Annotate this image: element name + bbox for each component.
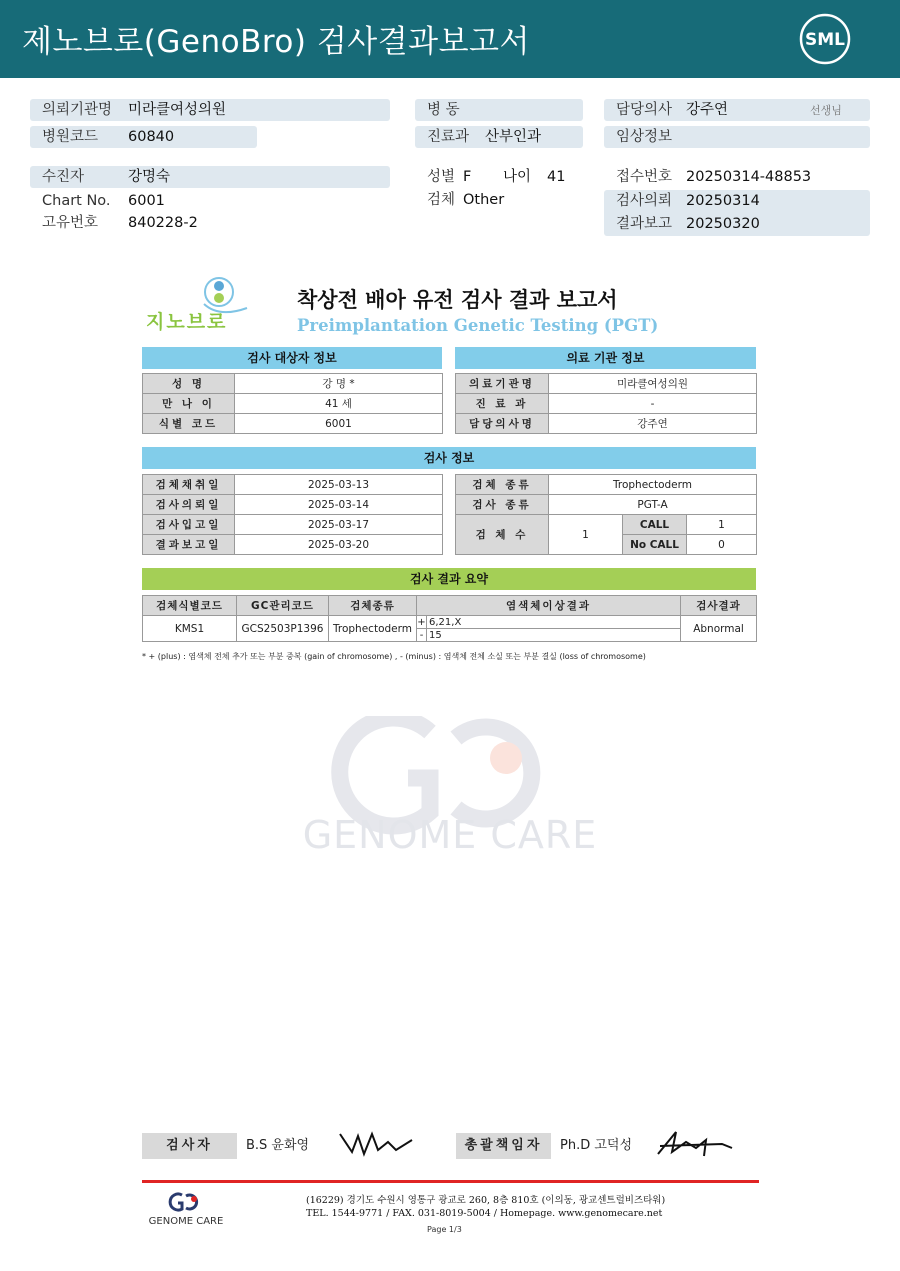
loss-sign-cell: - bbox=[417, 629, 427, 642]
page-number: Page 1/3 bbox=[427, 1225, 462, 1234]
report-date-label: 결과보고 bbox=[616, 216, 673, 232]
page-title: 제노브로(GenoBro) 검사결과보고서 bbox=[22, 24, 530, 60]
request-date-label: 검사의뢰 bbox=[616, 193, 673, 209]
sml-logo-icon bbox=[798, 12, 852, 66]
ward-field bbox=[415, 99, 583, 121]
field-label: Chart No. bbox=[42, 193, 111, 209]
request-date-value: 20250314 bbox=[686, 193, 760, 209]
doctor-suffix: 선생님 bbox=[810, 104, 842, 117]
institution-info-table bbox=[455, 373, 757, 434]
field-label: 접수번호 bbox=[616, 169, 673, 185]
request-report-dates-block bbox=[604, 190, 870, 236]
field-label: 진료과 bbox=[427, 129, 470, 145]
table-row bbox=[143, 535, 443, 555]
subject-key: 식별 코드 bbox=[143, 414, 235, 434]
department-field bbox=[415, 126, 583, 148]
specimen-type-value: Trophectoderm bbox=[549, 475, 757, 495]
date-value: 2025-03-17 bbox=[235, 515, 443, 535]
specimen-type-key: 검체 종류 bbox=[456, 475, 549, 495]
table-row bbox=[143, 374, 443, 394]
genobro-logo-text: 지노브로 bbox=[146, 311, 228, 333]
doctor-field bbox=[604, 99, 870, 121]
institution-value: 강주연 bbox=[549, 414, 757, 434]
result-summary-table bbox=[142, 595, 757, 642]
field-value: 산부인과 bbox=[485, 129, 542, 145]
subject-section-header: 검사 대상자 정보 bbox=[142, 347, 442, 369]
director-signature-icon bbox=[652, 1124, 734, 1162]
table-row bbox=[143, 495, 443, 515]
institution-value: - bbox=[549, 394, 757, 414]
field-label: 담당의사 bbox=[616, 102, 673, 118]
sex-label: 성별 bbox=[427, 169, 456, 185]
specimen-count-key: 검 체 수 bbox=[456, 515, 549, 555]
table-row bbox=[143, 414, 443, 434]
sex-age-field bbox=[415, 166, 583, 188]
field-value: 6001 bbox=[128, 193, 165, 209]
table-row bbox=[456, 394, 757, 414]
gain-sign-cell: + bbox=[417, 616, 426, 628]
table-row bbox=[456, 515, 757, 535]
column-header: GC관리코드 bbox=[237, 596, 329, 616]
institution-key: 진 료 과 bbox=[456, 394, 549, 414]
institution-value: 미라클여성의원 bbox=[549, 374, 757, 394]
field-value: 미라클여성의원 bbox=[128, 102, 227, 118]
footer-address-block bbox=[306, 1194, 665, 1220]
table-row bbox=[143, 475, 443, 495]
field-value: 강명숙 bbox=[128, 169, 171, 185]
table-row bbox=[456, 495, 757, 515]
result-footnote: * + (plus) : 염색체 전체 추가 또는 부분 중복 (gain of chromosome) , - (minus) : 염색체 전체 소실 또는 부분 결실 (loss of chromosome) bbox=[142, 652, 646, 661]
column-header: 검체종류 bbox=[329, 596, 417, 616]
field-value: 60840 bbox=[128, 129, 175, 145]
table-row bbox=[456, 475, 757, 495]
age-value: 41 bbox=[547, 169, 566, 185]
subject-key: 만 나 이 bbox=[143, 394, 235, 414]
subject-key: 성 명 bbox=[143, 374, 235, 394]
table-row bbox=[143, 515, 443, 535]
field-label: 검체 bbox=[427, 192, 456, 208]
sex-value: F bbox=[463, 169, 472, 185]
sml-logo-text: SML bbox=[805, 30, 845, 50]
field-value: 840228-2 bbox=[128, 215, 198, 231]
genobro-logo-icon bbox=[142, 274, 257, 336]
test-type-value: PGT-A bbox=[549, 495, 757, 515]
date-key: 검체채취일 bbox=[143, 475, 235, 495]
subject-value: 6001 bbox=[235, 414, 443, 434]
date-value: 2025-03-20 bbox=[235, 535, 443, 555]
institution-key: 담당의사명 bbox=[456, 414, 549, 434]
institution-key: 의료기관명 bbox=[456, 374, 549, 394]
field-label: 병원코드 bbox=[42, 129, 99, 145]
field-label: 임상정보 bbox=[616, 129, 673, 145]
subject-info-table bbox=[142, 373, 443, 434]
no-call-key: No CALL bbox=[623, 535, 687, 555]
tester-name: B.S 윤화영 bbox=[246, 1138, 310, 1153]
table-header-row bbox=[143, 596, 757, 616]
call-value: 1 bbox=[687, 515, 757, 535]
test-type-key: 검사 종류 bbox=[456, 495, 549, 515]
table-row bbox=[456, 374, 757, 394]
requesting-institution-field bbox=[30, 99, 390, 121]
clinical-info-field bbox=[604, 126, 870, 148]
loss-value-cell: 15 bbox=[427, 629, 681, 642]
specimen-cell: Trophectoderm bbox=[329, 616, 417, 642]
table-row bbox=[456, 414, 757, 434]
subject-value: 강 명 * bbox=[235, 374, 443, 394]
receipt-no-field bbox=[604, 166, 870, 188]
footer-address: (16229) 경기도 수원시 영통구 광교로 260, 8층 810호 (이의동, 광교센트럴비즈타워) bbox=[306, 1195, 666, 1206]
column-header: 검사결과 bbox=[681, 596, 757, 616]
date-key: 결과보고일 bbox=[143, 535, 235, 555]
director-label: 총괄책임자 bbox=[456, 1133, 551, 1159]
table-row bbox=[143, 616, 757, 629]
top-header-bar bbox=[0, 0, 900, 78]
date-key: 검사의뢰일 bbox=[143, 495, 235, 515]
date-key: 검사입고일 bbox=[143, 515, 235, 535]
footer-contact: TEL. 1544-9771 / FAX. 031-8019-5004 / Homepage. www.genomecare.net bbox=[306, 1208, 663, 1219]
field-label: 수진자 bbox=[42, 169, 85, 185]
table-row bbox=[143, 394, 443, 414]
report-date-value: 20250320 bbox=[686, 216, 760, 232]
director-name: Ph.D 고덕성 bbox=[560, 1138, 633, 1153]
field-value: 20250314-48853 bbox=[686, 169, 812, 185]
no-call-value: 0 bbox=[687, 535, 757, 555]
specimen-field bbox=[415, 189, 583, 211]
column-header: 염색체이상결과 bbox=[417, 596, 681, 616]
tester-signature-icon bbox=[336, 1128, 416, 1162]
result-summary-section-header: 검사 결과 요약 bbox=[142, 568, 756, 590]
date-value: 2025-03-13 bbox=[235, 475, 443, 495]
report-title-korean: 착상전 배아 유전 검사 결과 보고서 bbox=[297, 288, 618, 312]
result-cell: Abnormal bbox=[681, 616, 757, 642]
gc-code-cell: GCS2503P1396 bbox=[237, 616, 329, 642]
specimen-count-value: 1 bbox=[549, 515, 623, 555]
report-title-english: Preimplantation Genetic Testing (PGT) bbox=[297, 316, 659, 335]
date-value: 2025-03-14 bbox=[235, 495, 443, 515]
field-value: Other bbox=[463, 192, 505, 208]
unique-no-field bbox=[30, 212, 390, 234]
gain-value-cell: 6,21,X bbox=[427, 616, 681, 629]
footer-logo-text: GENOME CARE bbox=[148, 1216, 224, 1227]
institution-section-header: 의료 기관 정보 bbox=[455, 347, 756, 369]
watermark-text: GENOME CARE bbox=[302, 813, 598, 857]
patient-name-field bbox=[30, 166, 390, 188]
sample-id-cell: KMS1 bbox=[143, 616, 237, 642]
subject-value: 41 세 bbox=[235, 394, 443, 414]
field-value: 강주연 bbox=[686, 102, 729, 118]
call-key: CALL bbox=[623, 515, 687, 535]
footer-divider bbox=[142, 1180, 759, 1183]
specimen-info-table bbox=[455, 474, 757, 555]
hospital-code-field bbox=[30, 126, 257, 148]
tester-label: 검사자 bbox=[142, 1133, 237, 1159]
age-label: 나이 bbox=[503, 169, 532, 185]
test-dates-table bbox=[142, 474, 443, 555]
field-label: 고유번호 bbox=[42, 215, 99, 231]
test-info-section-header: 검사 정보 bbox=[142, 447, 756, 469]
chart-no-field bbox=[30, 190, 390, 212]
field-label: 병 동 bbox=[427, 102, 460, 118]
field-label: 의뢰기관명 bbox=[42, 102, 113, 118]
column-header: 검체식별코드 bbox=[143, 596, 237, 616]
